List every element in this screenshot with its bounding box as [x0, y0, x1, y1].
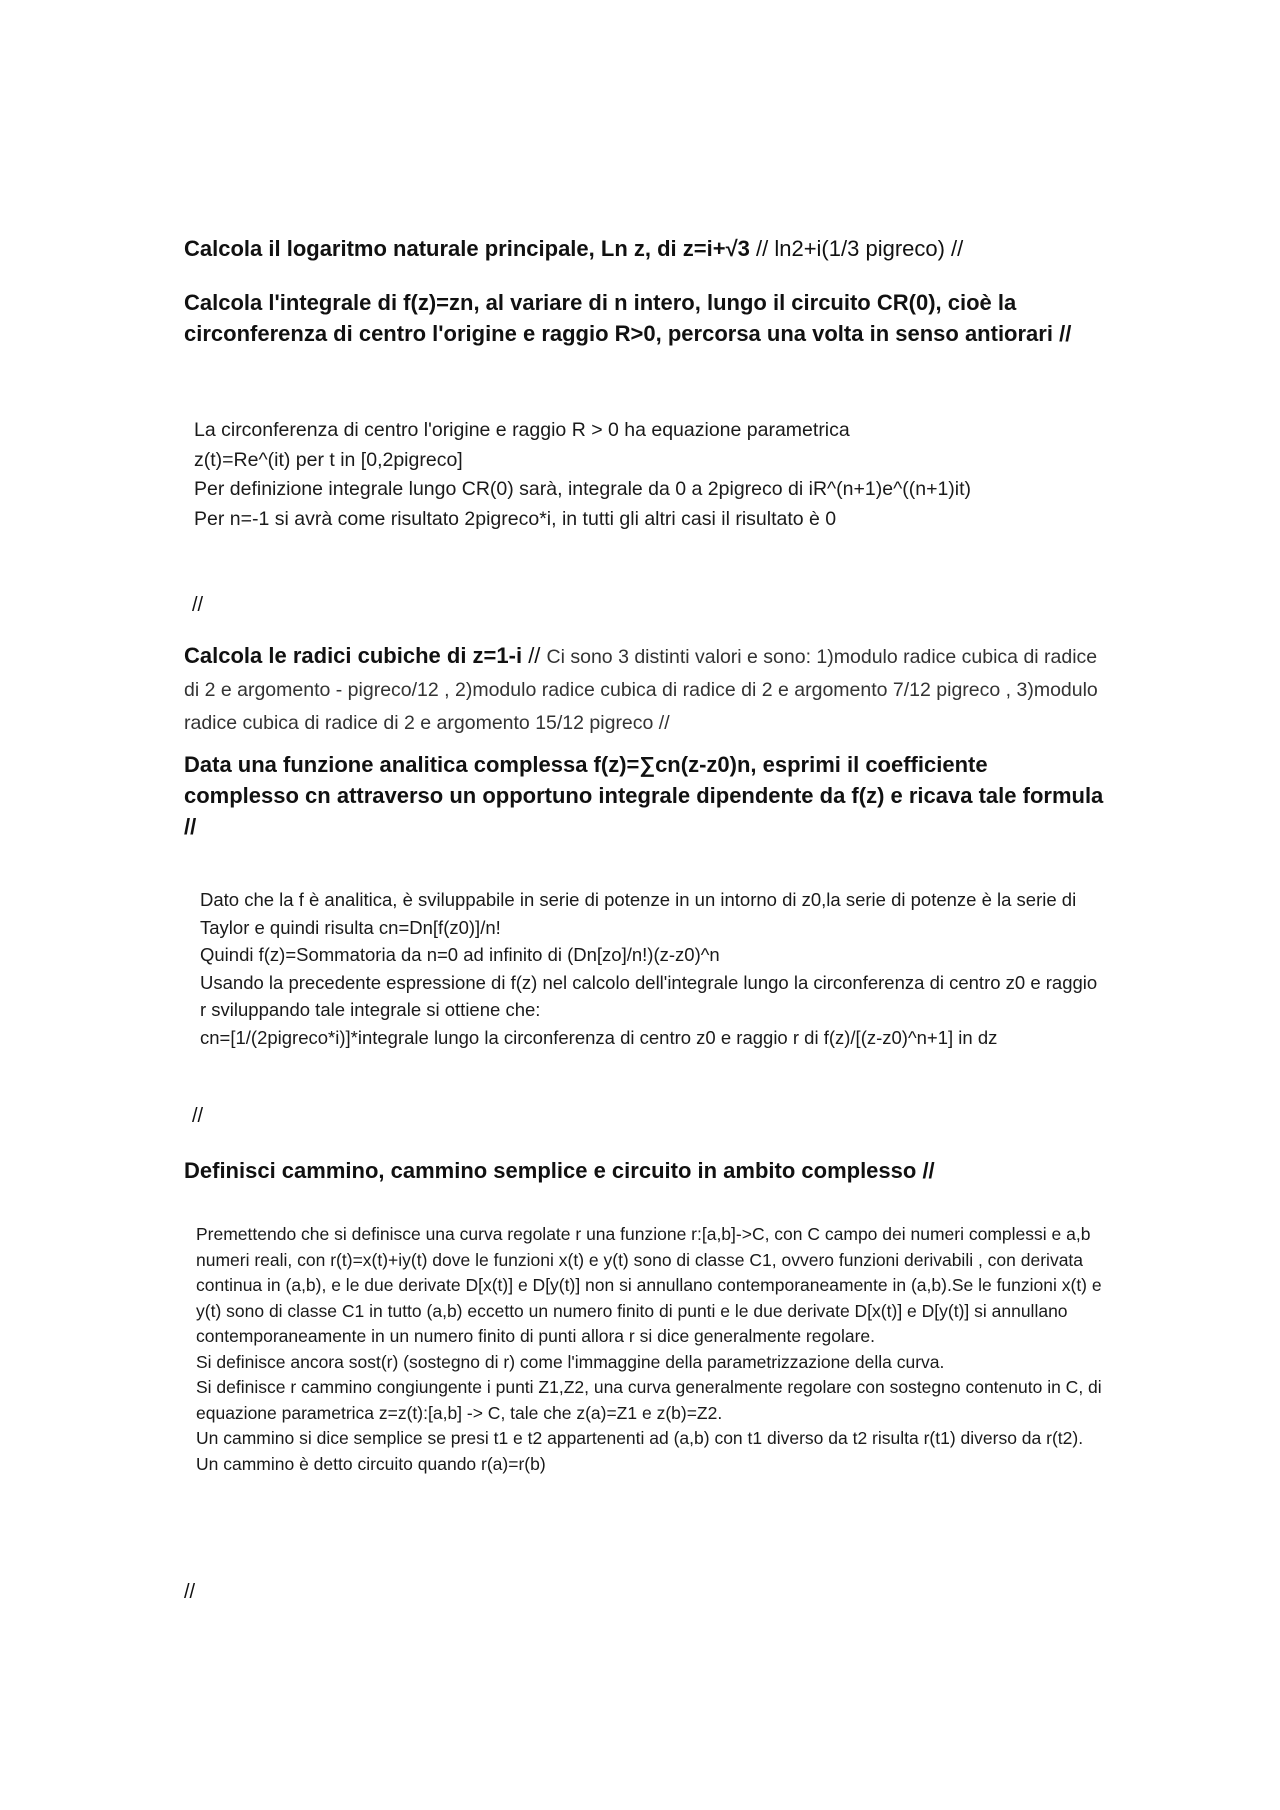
separator: //: [522, 643, 547, 668]
answer-line: Dato che la f è analitica, è sviluppabile in serie di potenze in un intorno di z0,la serie di potenze è la serie di Taylor e quindi risulta cn=Dn[f(z0)]/n!: [200, 889, 1077, 938]
separator: //: [192, 594, 204, 616]
question-cubic-roots: [184, 640, 1104, 739]
question-taylor-coefficient: Data una funzione analitica complessa f(z)=∑cn(z-z0)n, esprimi il coefficiente complesso cn attraverso un opportuno integrale dipendente da f(z) e ricava tale formula //: [184, 752, 1104, 839]
answer-line: Un cammino è detto circuito quando r(a)=r(b): [196, 1453, 546, 1474]
question-ln: [184, 233, 1104, 264]
answer-line: cn=[1/(2pigreco*i)]*integrale lungo la circonferenza di centro z0 e raggio r di f(z)/[(z-z0)^n+1] in dz: [200, 1026, 998, 1048]
answer-cubic-roots: Ci sono 3 distinti valori e sono: 1)modulo radice cubica di radice di 2 e argomento - pigreco/12 , 2)modulo radice cubica di radice di 2 e argomento 7/12 pigreco , 3)modulo radice cubica di radice di 2 e argomento 15/12 pigreco //: [184, 646, 1098, 734]
answer-line: Usando la precedente espressione di f(z) nel calcolo dell'integrale lungo la circonferenza di centro z0 e raggio r sviluppando tale integrale si ottiene che:: [200, 971, 1098, 1020]
question-cubic-roots-text: Calcola le radici cubiche di z=1-i: [184, 643, 523, 668]
answer-integral-circuit: [194, 416, 1114, 534]
answer-line: Si definisce ancora sost(r) (sostegno di r) come l'immaggine della parametrizzazione della curva.: [196, 1351, 945, 1372]
question-path-definition: Definisci cammino, cammino semplice e circuito in ambito complesso //: [184, 1158, 935, 1183]
question-integral-circuit: Calcola l'integrale di f(z)=zn, al variare di n intero, lungo il circuito CR(0), cioè la circonferenza di centro l'origine e raggio R>0, percorsa una volta in senso antiorari //: [184, 290, 1072, 346]
answer-line: Si definisce r cammino congiungente i punti Z1,Z2, una curva generalmente regolare con sostegno contenuto in C, di equazione parametrica z=z(t):[a,b] -> C, tale che z(a)=Z1 e z(b)=Z2.: [196, 1377, 1102, 1423]
answer-line: Premettendo che si definisce una curva regolate r una funzione r:[a,b]->C, con C campo dei numeri complessi e a,b numeri reali, con r(t)=x(t)+iy(t) dove le funzioni x(t) e y(t) sono di classe C1, ovvero funzioni derivabili , con derivata continua in (a,b), e le due derivate D[x(t)] e D[y(t)] non si annullano contemporaneamente in (a,b).Se le funzioni x(t) e y(t) sono di classe C1 in tutto (a,b) eccetto un numero finito di punti e le due derivate D[x(t)] e D[y(t)] si annullano contemporaneamente in un numero finito di punti allora r si dice generalmente regolare.: [196, 1224, 1102, 1346]
answer-line: Per definizione integrale lungo CR(0) sarà, integrale da 0 a 2pigreco di iR^(n+1)e^((n+1)it): [194, 478, 972, 500]
answer-line: Quindi f(z)=Sommatoria da n=0 ad infinito di (Dn[zo]/n!)(z-z0)^n: [200, 944, 720, 965]
answer-line: La circonferenza di centro l'origine e raggio R > 0 ha equazione parametrica: [194, 419, 850, 441]
answer-path-definition: [196, 1222, 1108, 1477]
separator: //: [192, 1105, 204, 1127]
answer-line: Per n=-1 si avrà come risultato 2pigreco*i, in tutti gli altri casi il risultato è 0: [194, 507, 837, 530]
answer-taylor-coefficient: [200, 886, 1100, 1051]
question-ln-text: Calcola il logaritmo naturale principale, Ln z, di z=i+√3: [184, 236, 750, 261]
separator: //: [184, 1581, 196, 1603]
answer-ln: // ln2+i(1/3 pigreco) //: [749, 236, 964, 261]
answer-line: z(t)=Re^(it) per t in [0,2pigreco]: [194, 448, 463, 471]
answer-line: Un cammino si dice semplice se presi t1 e t2 appartenenti ad (a,b) con t1 diverso da t2 risulta r(t1) diverso da r(t2).: [196, 1428, 1084, 1448]
